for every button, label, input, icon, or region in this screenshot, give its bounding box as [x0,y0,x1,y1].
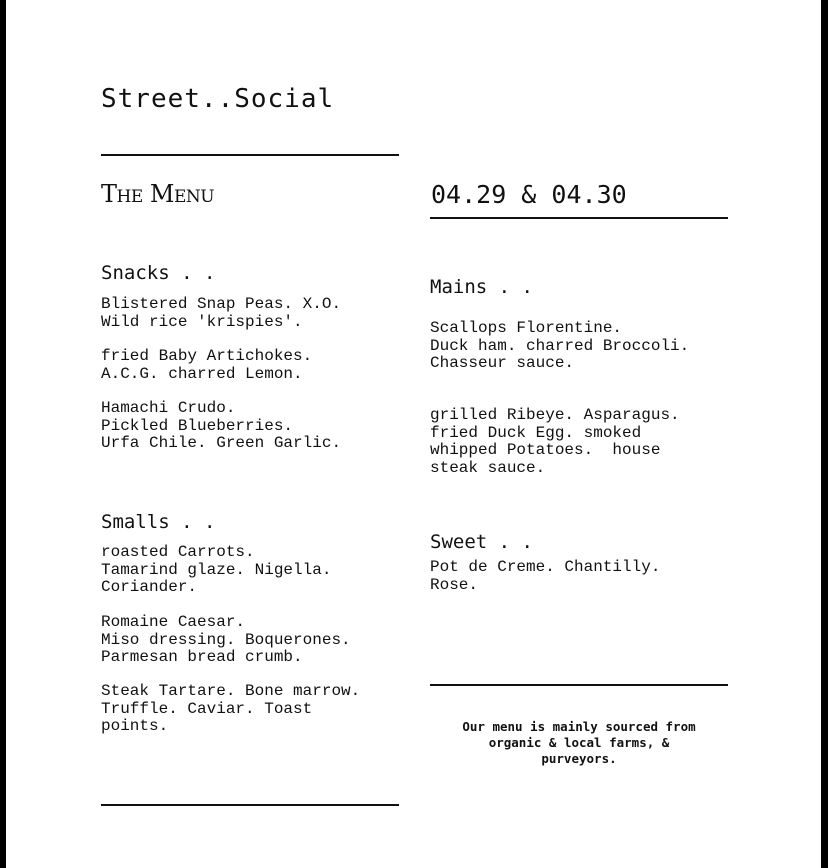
menu-item-line: Blistered Snap Peas. X.O. [101,295,342,313]
menu-item-line: fried Baby Artichokes. [101,347,313,365]
menu-item-line: Parmesan bread crumb. [101,648,303,666]
menu-page [6,0,821,868]
footnote-line: organic & local farms, & [488,735,670,750]
menu-heading: The Menu [101,180,215,208]
restaurant-name: Street..Social [101,84,335,114]
menu-item-line: Pot de Creme. Chantilly. [430,558,661,576]
menu-item-line: steak sauce. [430,458,546,477]
menu-item-line: Pickled Blueberries. [101,416,294,435]
menu-item-line: Duck ham. charred Broccoli. [430,336,690,355]
menu-item-line: Urfa Chile. Green Garlic. [101,434,342,452]
menu-item-line: Chasseur sauce. [430,354,575,372]
menu-item-line: Coriander. [101,578,198,596]
menu-dates: 04.29 & 04.30 [431,180,627,209]
menu-item-line: whipped Potatoes. house [430,441,661,459]
menu-item-line: Scallops Florentine. [430,319,623,337]
menu-item [101,296,341,331]
sourcing-footnote [431,719,727,767]
menu-item [101,348,312,383]
menu-item [430,407,680,477]
menu-item [101,614,351,667]
menu-item-line: Tamarind glaze. Nigella. [101,560,332,579]
section-title-snacks: Snacks . . [101,262,216,284]
menu-item-line: roasted Carrots. [101,543,255,561]
footnote-line: purveyors. [541,751,617,766]
menu-item [101,400,341,453]
menu-item-line: Truffle. Caviar. Toast [101,699,313,718]
menu-item-line: Wild rice 'krispies'. [101,312,303,331]
menu-item-line: points. [101,717,169,735]
menu-item-line: Miso dressing. Boquerones. [101,630,351,649]
menu-item [430,559,660,594]
menu-item-line: A.C.G. charred Lemon. [101,364,303,383]
menu-item-line: Romaine Caesar. [101,613,246,631]
menu-item-line: fried Duck Egg. smoked [430,423,642,442]
footnote-line: Our menu is mainly sourced from [462,719,696,734]
footnote-divider [430,684,728,686]
date-divider [430,217,728,219]
section-title-sweet: Sweet . . [430,531,533,553]
menu-item-line: Rose. [430,575,479,594]
section-title-mains: Mains . . [430,276,533,298]
menu-item-line: grilled Ribeye. Asparagus. [430,406,680,424]
menu-item-line: Steak Tartare. Bone marrow. [101,682,361,700]
menu-item [101,544,331,597]
menu-item [101,683,360,736]
title-divider [101,154,399,156]
menu-item-line: Hamachi Crudo. [101,399,236,417]
menu-item [430,320,689,373]
section-title-smalls: Smalls . . [101,511,216,533]
bottom-divider-left [101,804,399,806]
